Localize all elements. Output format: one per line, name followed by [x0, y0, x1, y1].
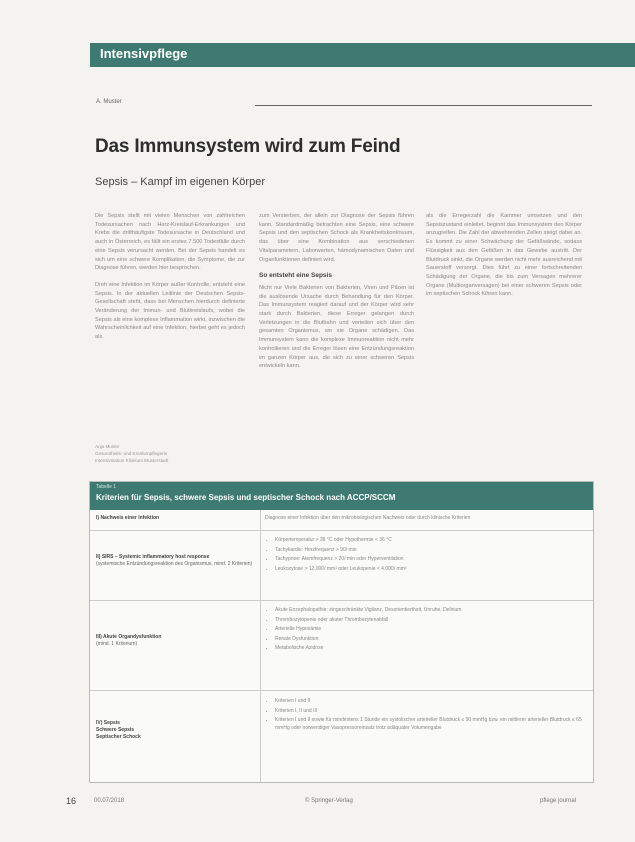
list-item: • Arterielle Hypoxämie — [275, 626, 585, 634]
criteria-list — [265, 607, 585, 653]
list-item: • Renale Dysfunktion — [275, 636, 585, 644]
row-title: III) Akute Organdysfunktion — [96, 634, 162, 640]
row-title: I) Nachweis einer Infektion — [96, 515, 160, 521]
divider — [255, 105, 592, 106]
row-title: IV) Sepsis Schwere Sepsis Septischer Schock — [96, 720, 141, 740]
author: A. Muster — [96, 99, 122, 105]
criteria-list — [265, 698, 585, 732]
list-item: • Kriterien I und II sowie für mindestens 1 Stunde ein systolischer arterieller Blutdruck ≤ 90 mmHg bzw. ein mittlerer arterieller Blutdruck ≤ 65 mmHg oder notwendiger Vasopressoreinsatz trotz adäquater Volumengabe — [275, 717, 585, 732]
issue-date: 00.07/2018 — [94, 798, 125, 804]
criteria-table — [89, 481, 594, 783]
text-column-2 — [259, 212, 414, 379]
row-subtitle: (mind. 1 Kriterium) — [96, 641, 138, 647]
article-subtitle: Sepsis – Kampf im eigenen Körper — [95, 176, 265, 188]
paragraph: als die Erregerzahl die Kammer umsetzen und den Sepsiszustand einleitet, beginnt das Immunsystem den Körper anzugreifen. Die Zahl der abwehrenden Zellen steigt dabei an. Es kommt zu einer Schwächung der Gefäßwände, sodass Flüssigkeit aus den Gefäßen in das Gewebe austritt. Der Blutdruck sinkt, die Organe werden nicht mehr ausreichend mit Sauerstoff versorgt. Dies führt zu einer fortschreitenden Schädigung der Organe, die bis zum Versagen mehrerer Organe (Multiorganversagen) bei einer schweren Sepsis oder im septischen Schock führen kann. — [426, 213, 582, 298]
criteria-list — [265, 537, 585, 573]
list-item: • Thrombozytopenie oder akuter Thrombozytenabfall — [275, 617, 585, 625]
list-item: • Metabolische Azidose — [275, 645, 585, 653]
list-item: • Tachypnoe: Atemfrequenz > 20/ min oder Hyperventilation — [275, 556, 585, 564]
list-item: • Leukozytose > 12.000/ mm³ oder Leukopenie < 4.000/ mm³ — [275, 566, 585, 574]
table-header — [90, 482, 593, 510]
table-row — [90, 600, 593, 691]
page-number: 16 — [66, 796, 77, 806]
article-title: Das Immunsystem wird zum Feind — [95, 136, 401, 157]
list-item: • Kriterien I, II und III — [275, 708, 585, 716]
table-row — [90, 530, 593, 601]
row-title: II) SIRS – Systemic inflammatory host response — [96, 554, 210, 560]
paragraph: Die Sepsis stellt mit vielen Menschen von zahlreichen Todesursachen nach Herz-Kreislauf-Erkrankungen und Krebs die dritthäufigste Todesursache in Deutschland und auch in Österreich, es fällt ein erstes 7.500 Todesfälle durch eine Sepsis verursacht werden. Bei der Sepsis handelt es sich um eine schwere Komplikation, die Symptome, die zur Diagnose führen, werden hier besprochen. — [95, 213, 245, 272]
table-title: Kriterien für Sepsis, schwere Sepsis und septischer Schock nach ACCP/SCCM — [96, 493, 396, 502]
table-row — [90, 510, 593, 531]
author-affiliation — [95, 444, 235, 464]
section-heading: So entsteht eine Sepsis — [259, 272, 332, 280]
row-subtitle: (systemische Entzündungsreaktion des Organismus, mind. 2 Kriterien) — [96, 561, 253, 567]
section-header-band — [90, 43, 635, 67]
list-item: • Kriterien I und II — [275, 698, 585, 706]
journal-name: pflege journal — [540, 798, 577, 804]
table-row — [90, 690, 593, 782]
list-item: • Körpertemperatur > 38 °C oder Hypothermie < 36 °C — [275, 537, 585, 545]
text-column-1 — [95, 212, 245, 350]
list-item: • Akute Enzephalopathie: eingeschränkte Vigilanz, Desorientiertheit, Unruhe, Delirium — [275, 607, 585, 615]
text-column-3 — [426, 212, 582, 307]
affiliation-text: Anja Muster Gesundheits- und Krankenpflegerin Intensivstation Klinikum Musterstadt — [95, 444, 169, 463]
list-item: • Tachykardie: Herzfrequenz > 90/ min — [275, 547, 585, 555]
paragraph: Dreh eine Infektion im Körper außer Kontrolle, entsteht eine Sepsis. In der aktuellen Leitlinie der Deutschen Sepsis-Gesellschaft steht, dass bei Menschen hierdurch definierte Veränderung der Immun- und Blutkreislaufs, wobei die Sepsis als eine komplexe Inflammation wirkt, inzwischen die Wahrscheinlichkeit auf eine Infektion, hierbei geht es jedoch als. — [95, 281, 245, 341]
table-label: Tabelle 1 — [96, 484, 117, 490]
section-title: Intensivpflege — [100, 46, 188, 61]
row-text: Diagnose einer Infektion über den mikrobiologischen Nachweis oder durch klinische Kriterien — [265, 515, 471, 521]
paragraph: Nicht nur Viele Bakterien von Bakterien, Viren und Pilzen ist die auslösende Ursache durch Behandlung für den Körper. Das Immunsystem reagiert darauf und der Körper wird sehr stark durch Bakterien, diese Erreger gelangen durch Verletzungen in die Blutbahn und verteilen sich über den gesamten Organismus, wo sie Organe schädigen. Das Immunsystem kann die komplexe Immunreaktion nicht mehr kontrollieren und die Erreger lösen eine Entzündungsreaktion im ganzen Körper aus, die sich zu einer schweren Sepsis entwickeln kann. — [259, 284, 414, 370]
publisher: © Springer-Verlag — [305, 798, 353, 804]
paragraph: zum Versterben, der allein zur Diagnose der Sepsis führen kann. Standardmäßig betrachten eine Sepsis, eine schwere Sepsis und den septischen Schock als Krankheitskontinuum, das über eine Kombination aus verschiedenen Vitalparametern, Laborwerten, hämodynamischen Daten und Organfunktionen definiert wird. — [259, 213, 414, 263]
